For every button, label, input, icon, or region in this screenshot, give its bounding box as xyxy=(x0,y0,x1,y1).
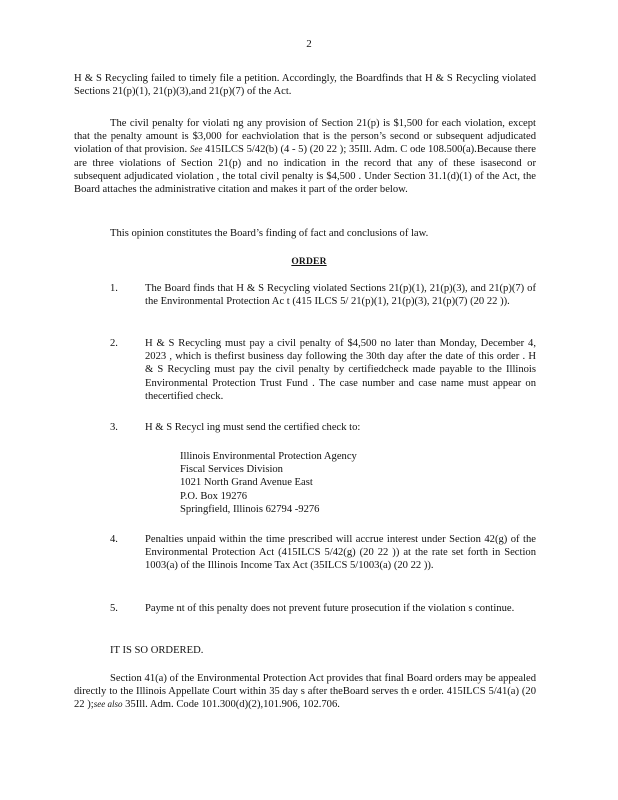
paragraph-civil-penalty xyxy=(74,117,536,196)
order-item-number: 1. xyxy=(110,283,118,294)
order-item-number: 2. xyxy=(110,338,118,349)
mailing-address xyxy=(180,450,357,516)
order-heading-text: ORDER xyxy=(291,257,327,267)
address-line: Springfield, Illinois 62794 -9276 xyxy=(180,503,320,515)
order-item-text: Penalties unpaid within the time prescribed will accrue interest under Section 42(g) of the Environmental Protection Act (415ILCS 5/42(g) (20 22 )) at the rate set forth in Section 1003(a) of the Illinois Income Tax Act (35ILCS 5/1003(a) (20 22 )). xyxy=(145,534,536,572)
paragraph-civil-penalty-part1: The civil penalty for violati ng any provision of Section 21(p) is $1,500 for each violation, except that the penalty amount is $3,000 for eachviolation that is the person’s second or subsequent adjudicated violation of that provision. xyxy=(74,118,536,156)
order-item-number: 3. xyxy=(110,422,118,433)
order-item-text: H & S Recycling must pay a civil penalty of $4,500 no later than Monday, December 4, 2023 , which is thefirst business day following the 30th day after the date of this order . H & S Recycling must pay the civil penalty by certifiedcheck made payable to the Illinois Environmental Protection Trust Fund . The case number and case name must appear on thecertified check. xyxy=(145,338,536,402)
paragraph-appeal-part1: Section 41(a) of the Environmental Protection Act provides that final Board orders may be appealed directly to the Illinois Appellate Court within 35 day s after theBoard serves th e order. 415ILCS 5/41(a) (20 22 ); xyxy=(74,673,536,711)
paragraph-civil-penalty-part2: 415ILCS 5/42(b) (4 - 5) (20 22 ); 35Ill. Adm. C ode 108.500(a).Because there are three violations of Section 21(p) and no indication in the record that any of these isasecond or subsequent adjudicated violation , the total civil penalty is $4,500 . Under Section 31.1(d)(1) of the Act, the Board attaches the administrative citation and makes it part of the order below. xyxy=(74,144,536,196)
order-item-text: H & S Recycl ing must send the certified check to: xyxy=(145,422,361,433)
citation-signal-see: See xyxy=(189,144,203,155)
paragraph-opinion-statement: This opinion constitutes the Board’s finding of fact and conclusions of law. xyxy=(110,228,429,239)
order-heading xyxy=(0,256,618,267)
address-line: P.O. Box 19276 xyxy=(180,490,248,502)
order-item-text: The Board finds that H & S Recycling violated Sections 21(p)(1), 21(p)(3), and 21(p)(7) of the Environmental Protection Ac t (415 ILCS 5/ 21(p)(1), 21(p)(3), 21(p)(7) (20 22 )). xyxy=(145,283,536,308)
order-item-text: Payme nt of this penalty does not prevent future prosecution if the violation s continue. xyxy=(145,603,515,614)
address-line: 1021 North Grand Avenue East xyxy=(180,477,313,489)
paragraph-appeal-rights xyxy=(74,672,536,712)
paragraph-appeal-part2: 35Ill. Adm. Code 101.300(d)(2),101.906, 102.706. xyxy=(125,699,340,711)
order-item-number: 4. xyxy=(110,534,118,545)
address-line: Illinois Environmental Protection Agency xyxy=(180,451,357,462)
paragraph-failure-to-petition: H & S Recycling failed to timely file a petition. Accordingly, the Boardfinds that H & S Recycling violated Sections 21(p)(1), 21(p)(3),and 21(p)(7) of the Act. xyxy=(74,73,536,98)
citation-signal-see-also: see also xyxy=(93,699,123,710)
order-item-number: 5. xyxy=(110,603,118,614)
so-ordered-statement: IT IS SO ORDERED. xyxy=(110,645,204,656)
address-line: Fiscal Services Division xyxy=(180,464,283,476)
page-number: 2 xyxy=(306,38,312,50)
